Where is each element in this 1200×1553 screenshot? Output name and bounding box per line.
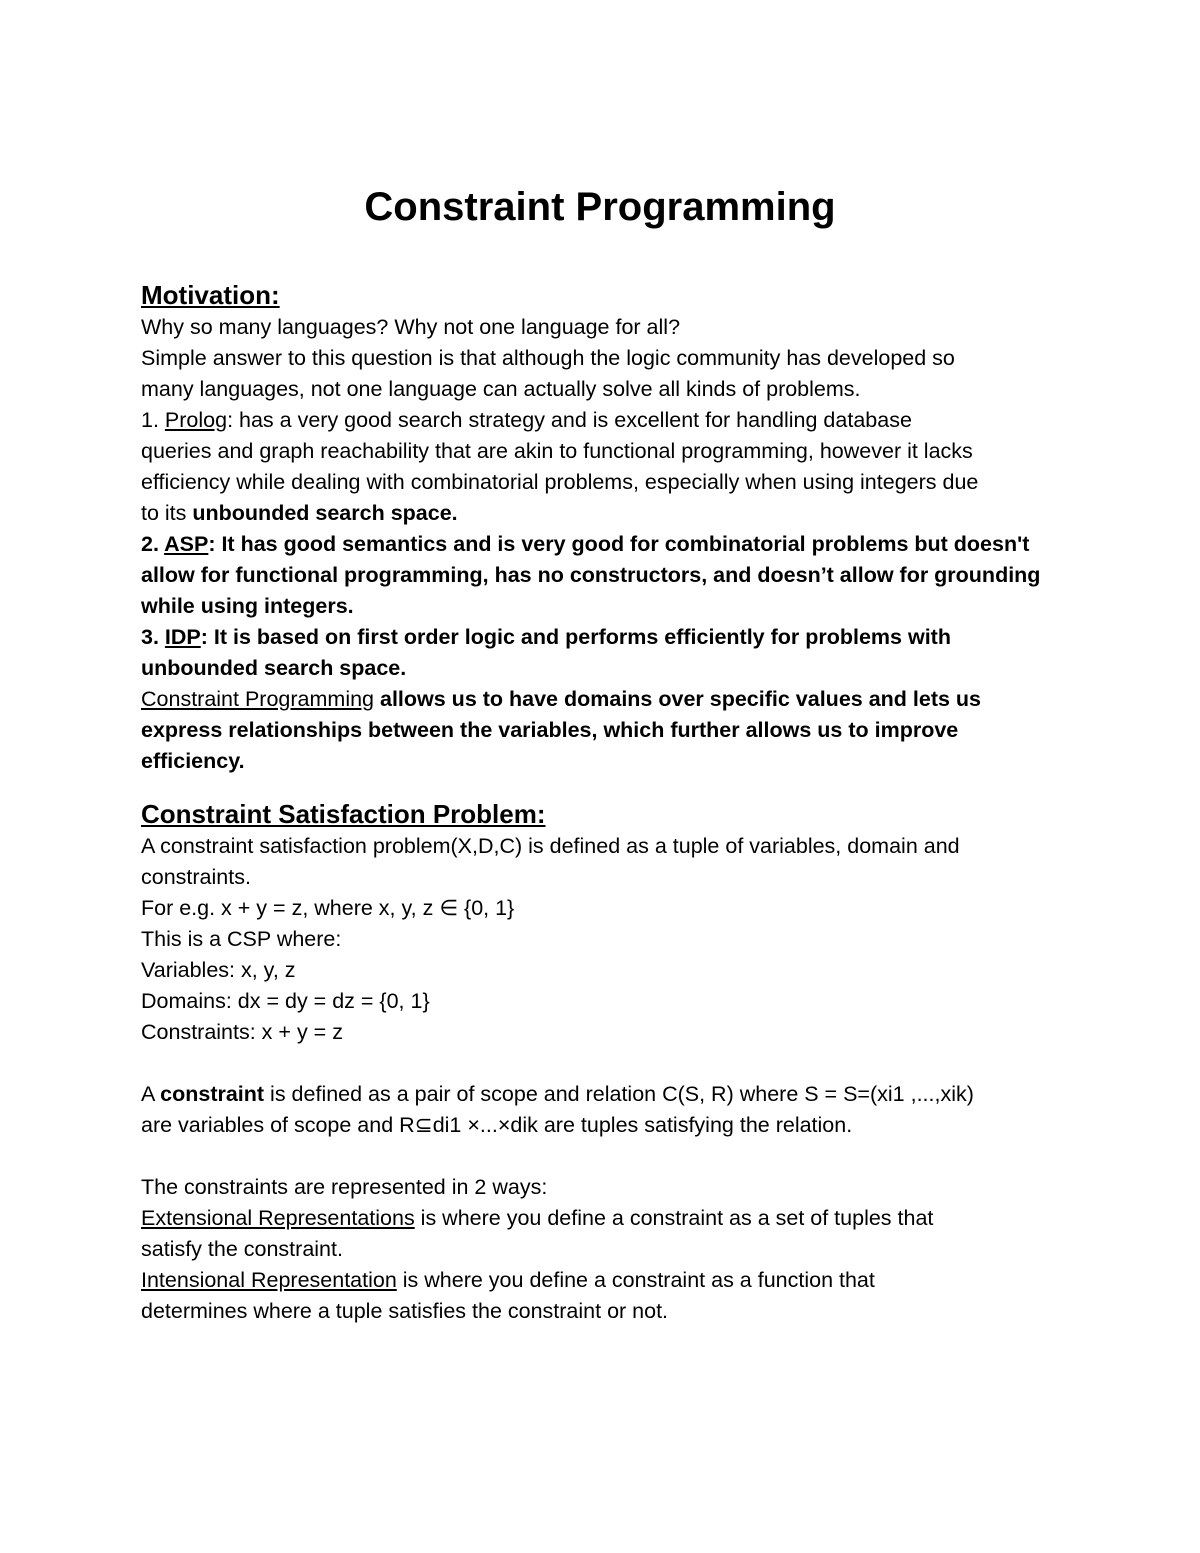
idp-text: : It is based on first order logic and performs efficiently for problems with [200,625,951,649]
cp-text: express relationships between the variables, which further allows us to improve [141,718,959,742]
prolog-term: Prolog [164,408,228,432]
idp-text: unbounded search space. [141,656,407,680]
csp-line: This is a CSP where: [141,927,342,951]
cp-term: Constraint Programming [141,687,375,711]
motivation-heading: Motivation: [141,280,280,310]
intensional-text: determines where a tuple satisfies the constraint or not. [141,1299,669,1323]
spacer [141,1048,1071,1079]
list-number: 3. [141,625,165,649]
intensional-term: Intensional Representation [141,1268,397,1292]
motivation-line: Why so many languages? Why not one language for all? [141,315,681,339]
list-number: 1. [141,408,165,432]
constraint-term: constraint [160,1082,265,1106]
prolog-text-bold: unbounded search space. [192,501,458,525]
extensional-text: satisfy the constraint. [141,1237,343,1261]
constraint-text: are variables of scope and R⊆di1 ×...×dik are tuples satisfying the relation. [141,1113,853,1137]
list-number: 2. [141,532,165,556]
prolog-text-plain: to its [141,501,193,525]
csp-line: Domains: dx = dy = dz = {0, 1} [141,989,430,1013]
csp-line: Constraints: x + y = z [141,1020,343,1044]
csp-line: For e.g. x + y = z, where x, y, z ∈ {0, 1} [141,896,515,920]
prolog-item [141,405,1071,436]
extensional-item [141,1203,1071,1234]
motivation-line: Simple answer to this question is that although the logic community has developed so [141,346,955,370]
extensional-text: is where you define a constraint as a set of tuples that [414,1206,934,1230]
intensional-text: is where you define a constraint as a function that [396,1268,875,1292]
asp-term: ASP [164,532,209,556]
extensional-term: Extensional Representations [141,1206,415,1230]
asp-text: while using integers. [141,594,354,618]
idp-term: IDP [164,625,201,649]
asp-text: : It has good semantics and is very good for combinatorial problems but doesn't [208,532,1030,556]
prolog-text [141,498,1071,529]
csp-line: constraints. [141,865,251,889]
spacer [141,1141,1071,1172]
prolog-text: queries and graph reachability that are akin to functional programming, however it lacks [141,439,973,463]
csp-line: A constraint satisfaction problem(X,D,C) is defined as a tuple of variables, domain and [141,834,960,858]
page-title: Constraint Programming [364,185,836,229]
intensional-item [141,1265,1071,1296]
representation-intro: The constraints are represented in 2 ways: [141,1175,548,1199]
document-body [141,278,1071,1327]
constraint-text: is defined as a pair of scope and relation C(S, R) where S = S=(xi1 ,...,xik) [264,1082,974,1106]
prolog-text: efficiency while dealing with combinatorial problems, especially when using integers due [141,470,979,494]
cp-paragraph [141,684,1071,715]
idp-item [141,622,1071,653]
constraint-definition [141,1079,1071,1110]
cp-text: allows us to have domains over specific values and lets us [374,687,982,711]
asp-item [141,529,1071,560]
prolog-text: : has a very good search strategy and is excellent for handling database [227,408,912,432]
asp-text: allow for functional programming, has no constructors, and doesn’t allow for grounding [141,563,1041,587]
csp-line: Variables: x, y, z [141,958,296,982]
constraint-text: A [141,1082,161,1106]
csp-heading: Constraint Satisfaction Problem: [141,799,546,829]
cp-text: efficiency. [141,749,245,773]
motivation-line: many languages, not one language can actually solve all kinds of problems. [141,377,861,401]
